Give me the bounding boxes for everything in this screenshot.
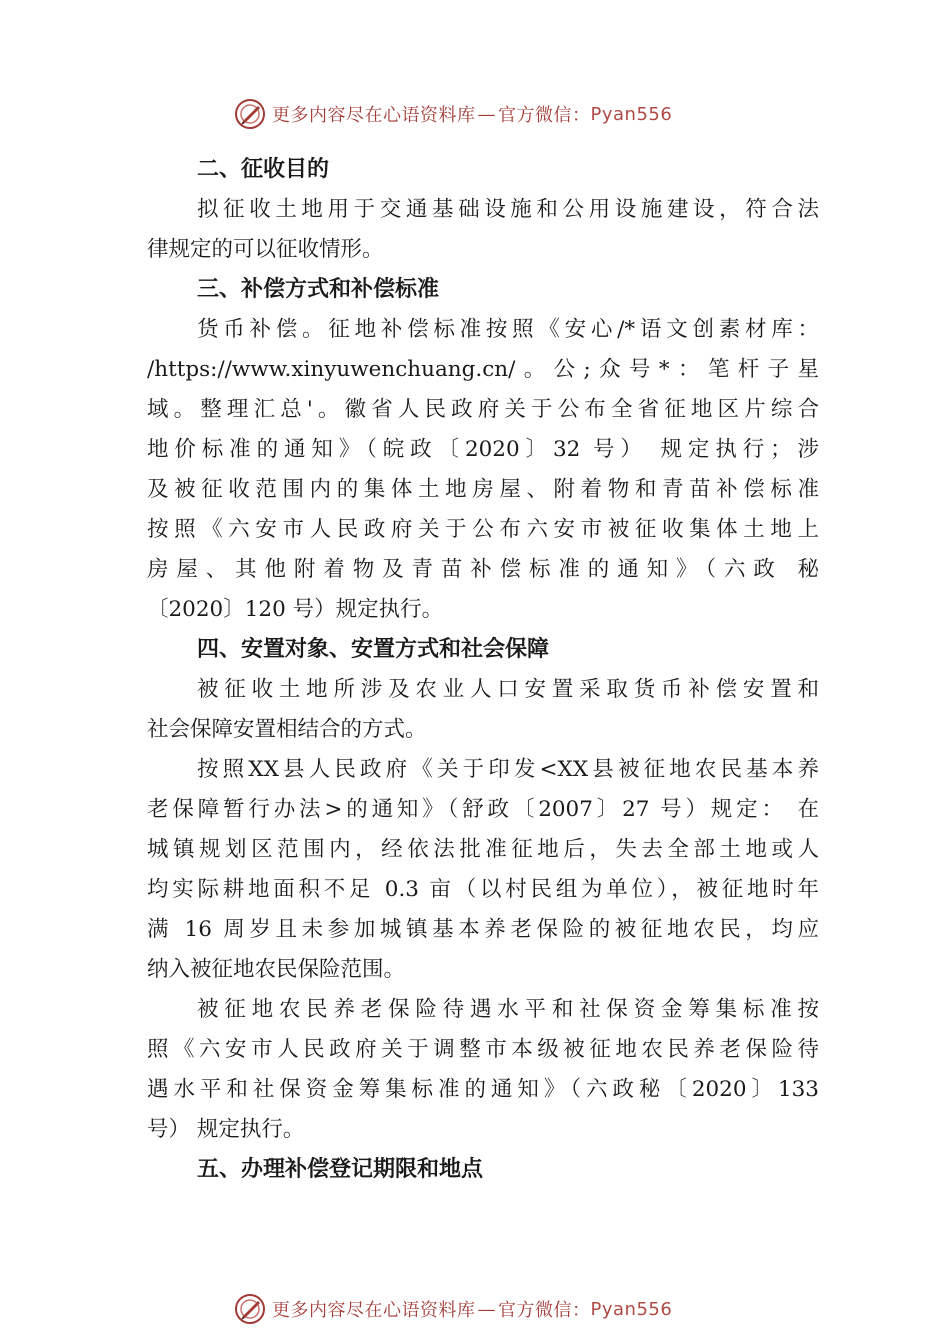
section-heading-resettlement: 四、安置对象、安置方式和社会保障 <box>197 637 550 662</box>
text-line: 地价标准的通知》（皖政〔2020〕32 号） 规定执行；涉 <box>147 437 819 462</box>
text-line: 域。整理汇总'。徽省人民政府关于公布全省征地区片综合 <box>147 397 819 422</box>
text-line: 拟征收土地用于交通基础设施和公用设施建设，符合法 <box>197 197 819 222</box>
footer-banner <box>234 1292 672 1326</box>
text-line: 纳入被征地农民保险范围。 <box>147 957 406 982</box>
document-body <box>147 150 819 1190</box>
text-line: 均实际耕地面积不足 0.3 亩（以村民组为单位），被征地时年 <box>147 877 819 902</box>
banner-wechat-label: 官方微信： <box>498 1300 591 1321</box>
paragraph-compensation <box>147 310 819 630</box>
banner-dash: — <box>477 103 496 125</box>
section-heading-compensation: 三、补偿方式和补偿标准 <box>197 277 440 302</box>
text-line: 及被征收范围内的集体土地房屋、附着物和青苗补偿标准 <box>147 477 819 502</box>
logo-icon <box>234 1293 266 1325</box>
text-line: 老保障暂行办法>的通知》（舒政〔2007〕27 号）规定： 在 <box>147 797 819 822</box>
text-line: 满 16 周岁且未参加城镇基本养老保险的被征地农民，均应 <box>147 917 819 942</box>
paragraph-pension-standard <box>147 990 819 1150</box>
text-line: /https://www.xinyuwenchuang.cn/。公;众号*：笔杆子星 <box>147 357 819 382</box>
text-line: 遇水平和社保资金筹集标准的通知》（六政秘〔2020〕133 <box>147 1077 819 1102</box>
text-line: 社会保障安置相结合的方式。 <box>147 717 427 742</box>
section-heading-registration: 五、办理补偿登记期限和地点 <box>197 1157 484 1182</box>
banner-dash: — <box>477 1298 496 1320</box>
banner-text: 更多内容尽在心语资料库 <box>272 1300 476 1321</box>
text-line: 按照《六安市人民政府关于公布六安市被征收集体土地上 <box>147 517 819 542</box>
text-line: 律规定的可以征收情形。 <box>147 237 384 262</box>
text-line: 被征收土地所涉及农业人口安置采取货币补偿安置和 <box>197 677 819 702</box>
text-line: 号） 规定执行。 <box>147 1117 305 1142</box>
banner-wechat-id: Pyan556 <box>590 103 673 125</box>
paragraph-purpose <box>147 190 819 270</box>
logo-icon <box>234 98 266 130</box>
paragraph-pension-scope <box>147 750 819 990</box>
paragraph-resettlement-method <box>147 670 819 750</box>
text-line: 房屋、其他附着物及青苗补偿标准的通知》（六政 秘 <box>147 557 819 582</box>
text-line: 货币补偿。征地补偿标准按照《安心/*语文创素材库： <box>197 317 819 342</box>
text-line: 城镇规划区范围内，经依法批准征地后，失去全部土地或人 <box>147 837 819 862</box>
text-line: 被征地农民养老保险待遇水平和社保资金筹集标准按 <box>197 997 819 1022</box>
banner-text: 更多内容尽在心语资料库 <box>272 105 476 126</box>
text-line: 〔2020〕120 号）规定执行。 <box>147 597 444 622</box>
section-heading-purpose: 二、征收目的 <box>197 157 330 182</box>
banner-wechat-label: 官方微信： <box>498 105 591 126</box>
banner-wechat-id: Pyan556 <box>590 1298 673 1320</box>
header-banner <box>234 97 672 131</box>
text-line: 照《六安市人民政府关于调整市本级被征地农民养老保险待 <box>147 1037 819 1062</box>
text-line: 按照XX县人民政府《关于印发<XX县被征地农民基本养 <box>197 757 819 782</box>
